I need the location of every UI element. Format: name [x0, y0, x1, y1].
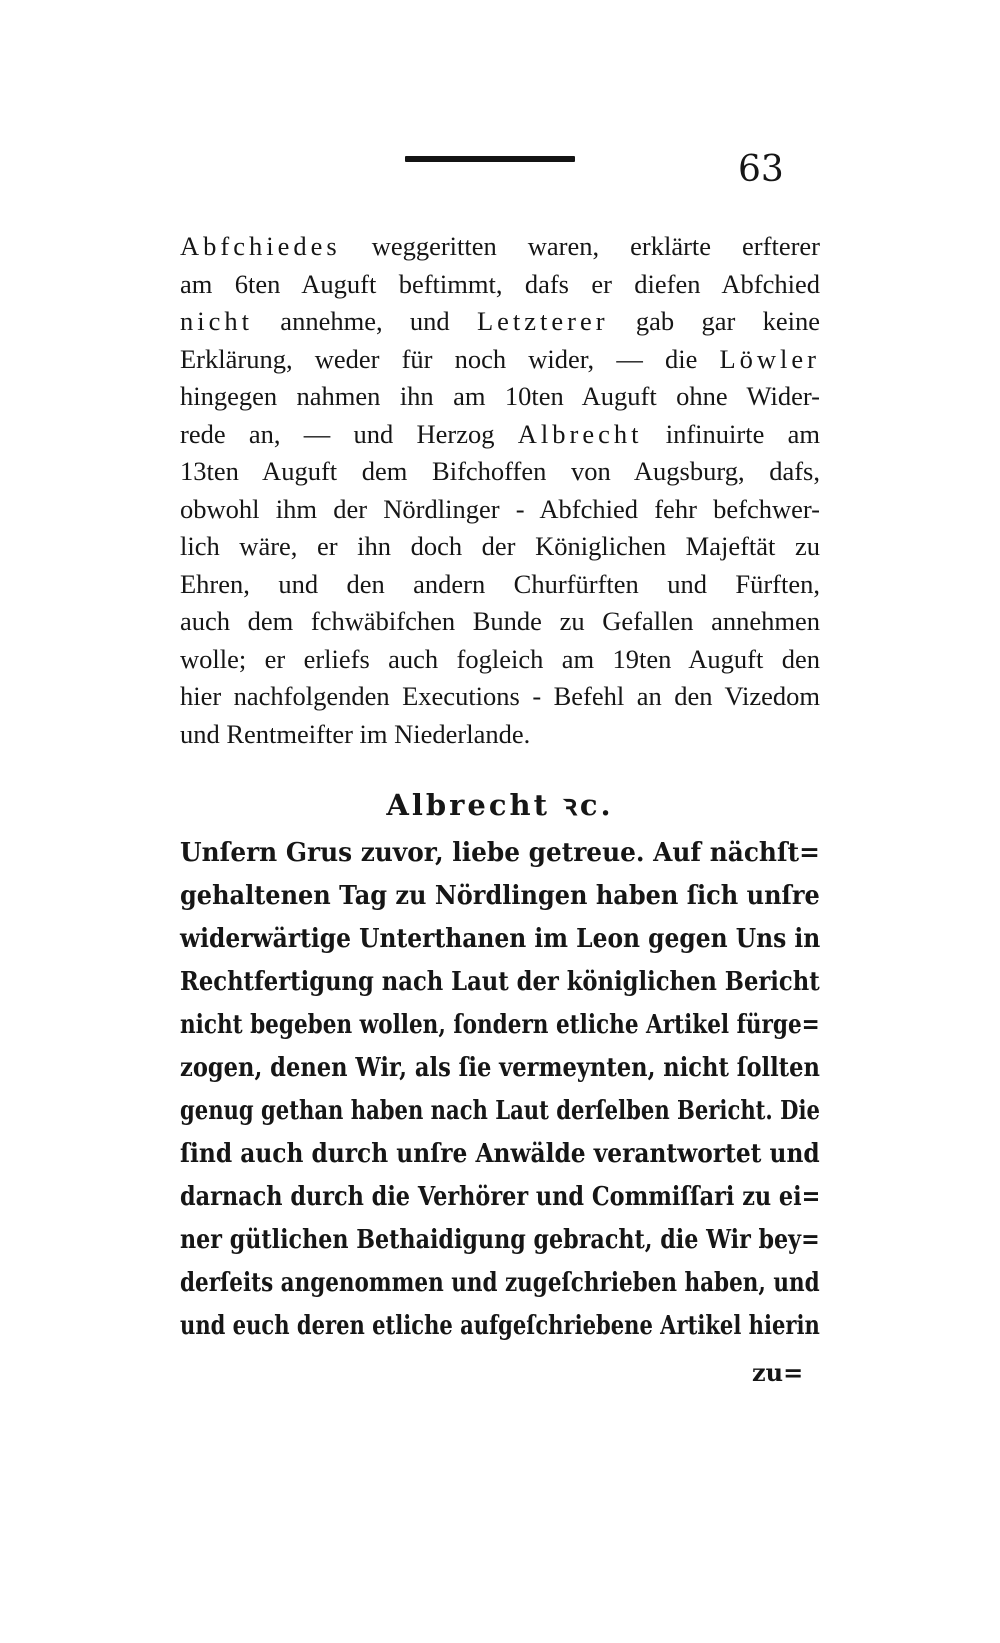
text-line — [180, 453, 820, 491]
text-line — [180, 678, 820, 716]
letter-line: zogen, denen Wir, als ſie vermeynten, nicht ſollten — [180, 1053, 820, 1083]
text-segment: hier nachfolgenden Executions - Befehl an den Vizedom — [180, 681, 820, 711]
text-segment: annehme, und — [253, 306, 477, 336]
catchword: zu= — [752, 1358, 804, 1387]
letter-line: gehaltenen Tag zu Nördlingen haben ſich unſre — [180, 881, 820, 911]
text-line — [180, 303, 820, 341]
spaced-word: nicht — [180, 306, 253, 336]
body-paragraph — [180, 228, 820, 753]
letter-line: nicht begeben wollen, ſondern etliche Artikel fürge= — [180, 1010, 820, 1040]
text-segment: lich wäre, er ihn doch der Königlichen Majeftät zu — [180, 531, 820, 561]
quoted-letter-heading: Albrecht ꝛc. — [386, 788, 614, 822]
quoted-letter-body — [180, 832, 820, 1348]
text-line — [180, 603, 820, 641]
text-line — [180, 491, 820, 529]
text-line — [180, 528, 820, 566]
text-line — [180, 716, 820, 754]
text-segment: 13ten Auguft dem Bifchoffen von Augsburg, dafs, — [180, 456, 820, 486]
text-line — [180, 641, 820, 679]
spaced-word: Abfchiedes — [180, 231, 341, 261]
text-segment: auch dem fchwäbifchen Bunde zu Gefallen annehmen — [180, 606, 820, 636]
spaced-word: Löwler — [719, 343, 820, 374]
text-segment: infinuirte am — [642, 418, 820, 449]
letter-line: derſeits angenommen und zugeſchrieben haben, und — [180, 1268, 820, 1298]
text-segment: Erklärung, weder für noch wider, — die — [180, 343, 720, 374]
text-segment: gab gar keine — [608, 306, 820, 336]
page-number: 63 — [738, 149, 784, 190]
text-line — [180, 228, 820, 266]
letter-line: ner gütlichen Bethaidigung gebracht, die Wir bey= — [180, 1225, 820, 1255]
letter-line: und euch deren etliche aufgeſchriebene Artikel hierin — [180, 1311, 820, 1341]
letter-line: ſind auch durch unſre Anwälde verantwortet und — [180, 1139, 820, 1169]
letter-line: Unſern Grus zuvor, liebe getreue. Auf nächſt= — [180, 838, 820, 868]
text-line — [180, 266, 820, 304]
text-line — [180, 378, 820, 416]
text-line — [180, 416, 820, 454]
text-segment: obwohl ihm der Nördlinger - Abfchied fehr befchwer- — [180, 493, 820, 524]
text-segment: und Rentmeifter im Niederlande. — [180, 718, 531, 749]
letter-line: Rechtfertigung nach Laut der königlichen Bericht — [180, 967, 820, 997]
text-segment: hingegen nahmen ihn am 10ten Auguft ohne Wider- — [180, 381, 820, 411]
spaced-word: Letzterer — [476, 306, 609, 336]
text-segment: wolle; er erliefs auch fogleich am 19ten Auguft den — [180, 643, 820, 674]
text-segment: Ehren, und den andern Churfürften und Fürften, — [180, 568, 820, 599]
text-segment: weggeritten waren, erklärte erfterer — [340, 231, 820, 261]
spaced-word: Albrecht — [517, 418, 643, 449]
text-segment: am 6ten Auguft beftimmt, dafs er diefen Abfchied — [180, 268, 820, 299]
letter-line: widerwärtige Unterthanen im Leon gegen Uns in — [180, 924, 821, 954]
text-line — [180, 341, 820, 379]
text-segment: rede an, — und Herzog — [180, 418, 518, 449]
letter-line: genug gethan haben nach Laut derſelben Bericht. Die — [180, 1096, 820, 1126]
letter-line: darnach durch die Verhörer und Commiſſari zu ei= — [180, 1182, 821, 1212]
header-rule — [405, 156, 575, 162]
text-line — [180, 566, 820, 604]
